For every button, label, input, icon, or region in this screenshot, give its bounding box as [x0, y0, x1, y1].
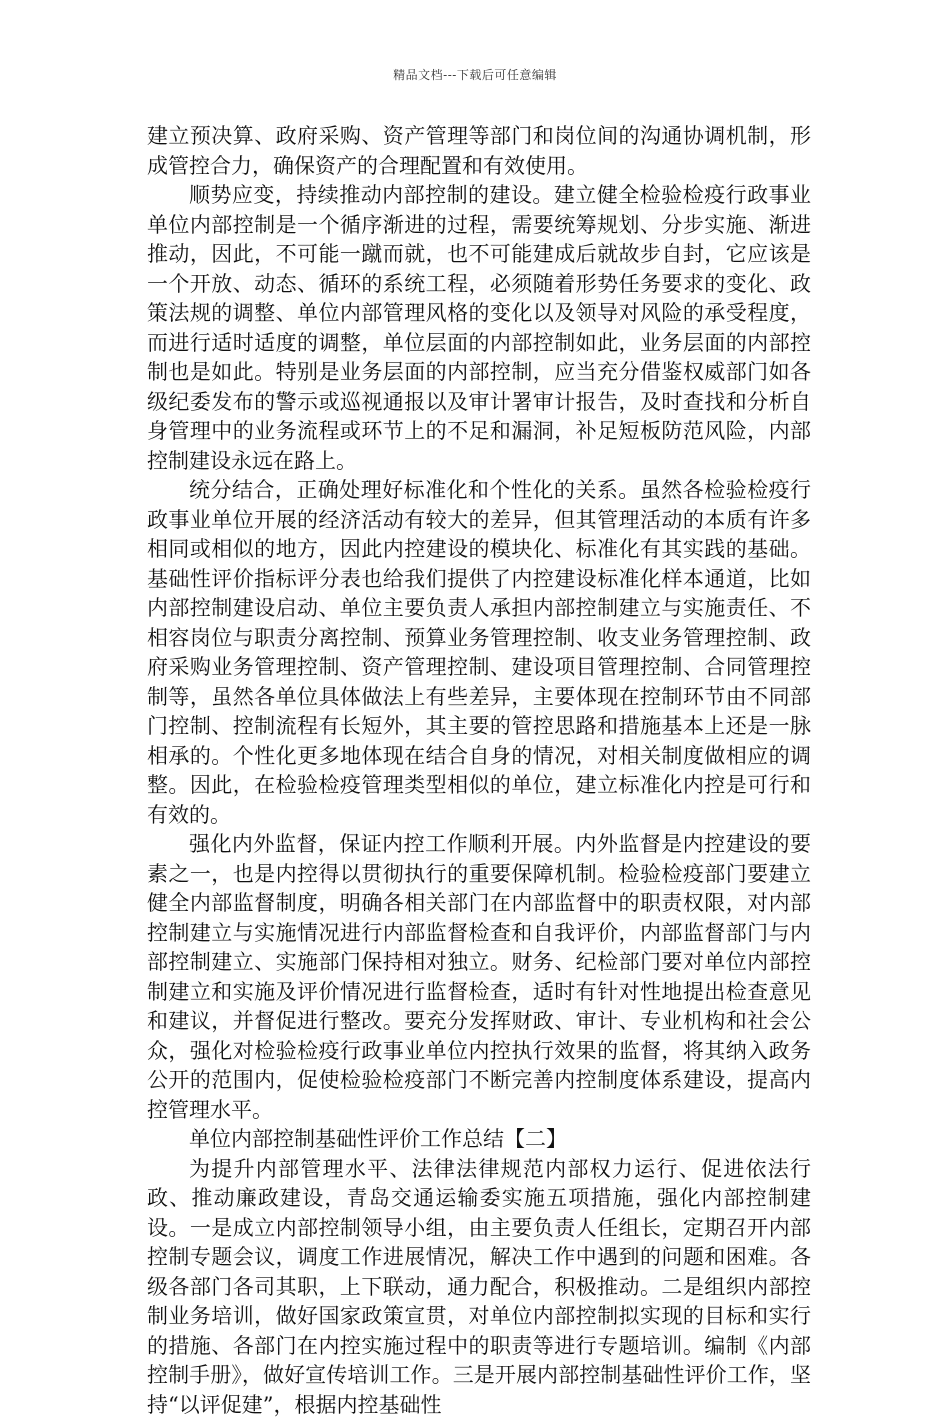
page-header: 精品文档---下载后可任意编辑 [0, 66, 950, 83]
paragraph-supervision: 强化内外监督，保证内控工作顺利开展。内外监督是内控建设的要素之一，也是内控得以贯彻执行的重要保障机制。检验检疫部门要建立健全内部监督制度，明确各相关部门在内部监督中的职责权限，对内部控制建立与实施情况进行内部监督检查和自我评价，内部监督部门与内部控制建立、实施部门保持相对独立。财务、纪检部门要对单位内部控制建立和实施及评价情况进行监督检查，适时有针对性地提出检查意见和建议，并督促进行整改。要充分发挥财政、审计、专业机构和社会公众，强化对检验检疫行政事业单位内控执行效果的监督，将其纳入政务公开的范围内，促使检验检疫部门不断完善内控制度体系建设，提高内控管理水平。 [147, 830, 811, 1125]
paragraph-qingdao-measures: 为提升内部管理水平、法律法律规范内部权力运行、促进依法行政、推动廉政建设，青岛交通运输委实施五项措施，强化内部控制建设。一是成立内部控制领导小组，由主要负责人任组长，定期召开内部控制专题会议，调度工作进展情况，解决工作中遇到的问题和困难。各级各部门各司其职，上下联动，通力配合，积极推动。二是组织内部控制业务培训，做好国家政策宣贯，对单位内部控制拟实现的目标和实行的措施、各部门在内控实施过程中的职责等进行专题培训。编制《内部控制手册》，做好宣传培训工作。三是开展内部控制基础性评价工作，坚持“以评促建”，根据内控基础性 [147, 1155, 811, 1420]
paragraph-continuation: 建立预决算、政府采购、资产管理等部门和岗位间的沟通协调机制，形成管控合力，确保资产的合理配置和有效使用。 [147, 122, 811, 181]
paragraph-adapt-to-change: 顺势应变，持续推动内部控制的建设。建立健全检验检疫行政事业单位内部控制是一个循序渐进的过程，需要统筹规划、分步实施、渐进推动，因此，不可能一蹴而就，也不可能建成后就故步自封，它应该是一个开放、动态、循环的系统工程，必须随着形势任务要求的变化、政策法规的调整、单位内部管理风格的变化以及领导对风险的承受程度，而进行适时适度的调整，单位层面的内部控制如此，业务层面的内部控制也是如此。特别是业务层面的内部控制，应当充分借鉴权威部门如各级纪委发布的警示或巡视通报以及审计署审计报告，及时查找和分析自身管理中的业务流程或环节上的不足和漏洞，补足短板防范风险，内部控制建设永远在路上。 [147, 181, 811, 476]
document-body [147, 122, 811, 1420]
section-heading: 单位内部控制基础性评价工作总结【二】 [147, 1125, 811, 1155]
paragraph-standardization: 统分结合，正确处理好标准化和个性化的关系。虽然各检验检疫行政事业单位开展的经济活动有较大的差异，但其管理活动的本质有许多相同或相似的地方，因此内控建设的模块化、标准化有其实践的基础。基础性评价指标评分表也给我们提供了内控建设标准化样本通道，比如内部控制建设启动、单位主要负责人承担内部控制建立与实施责任、不相容岗位与职责分离控制、预算业务管理控制、收支业务管理控制、政府采购业务管理控制、资产管理控制、建设项目管理控制、合同管理控制等，虽然各单位具体做法上有些差异，主要体现在控制环节由不同部门控制、控制流程有长短外，其主要的管控思路和措施基本上还是一脉相承的。个性化更多地体现在结合自身的情况，对相关制度做相应的调整。因此，在检验检疫管理类型相似的单位，建立标准化内控是可行和有效的。 [147, 476, 811, 830]
